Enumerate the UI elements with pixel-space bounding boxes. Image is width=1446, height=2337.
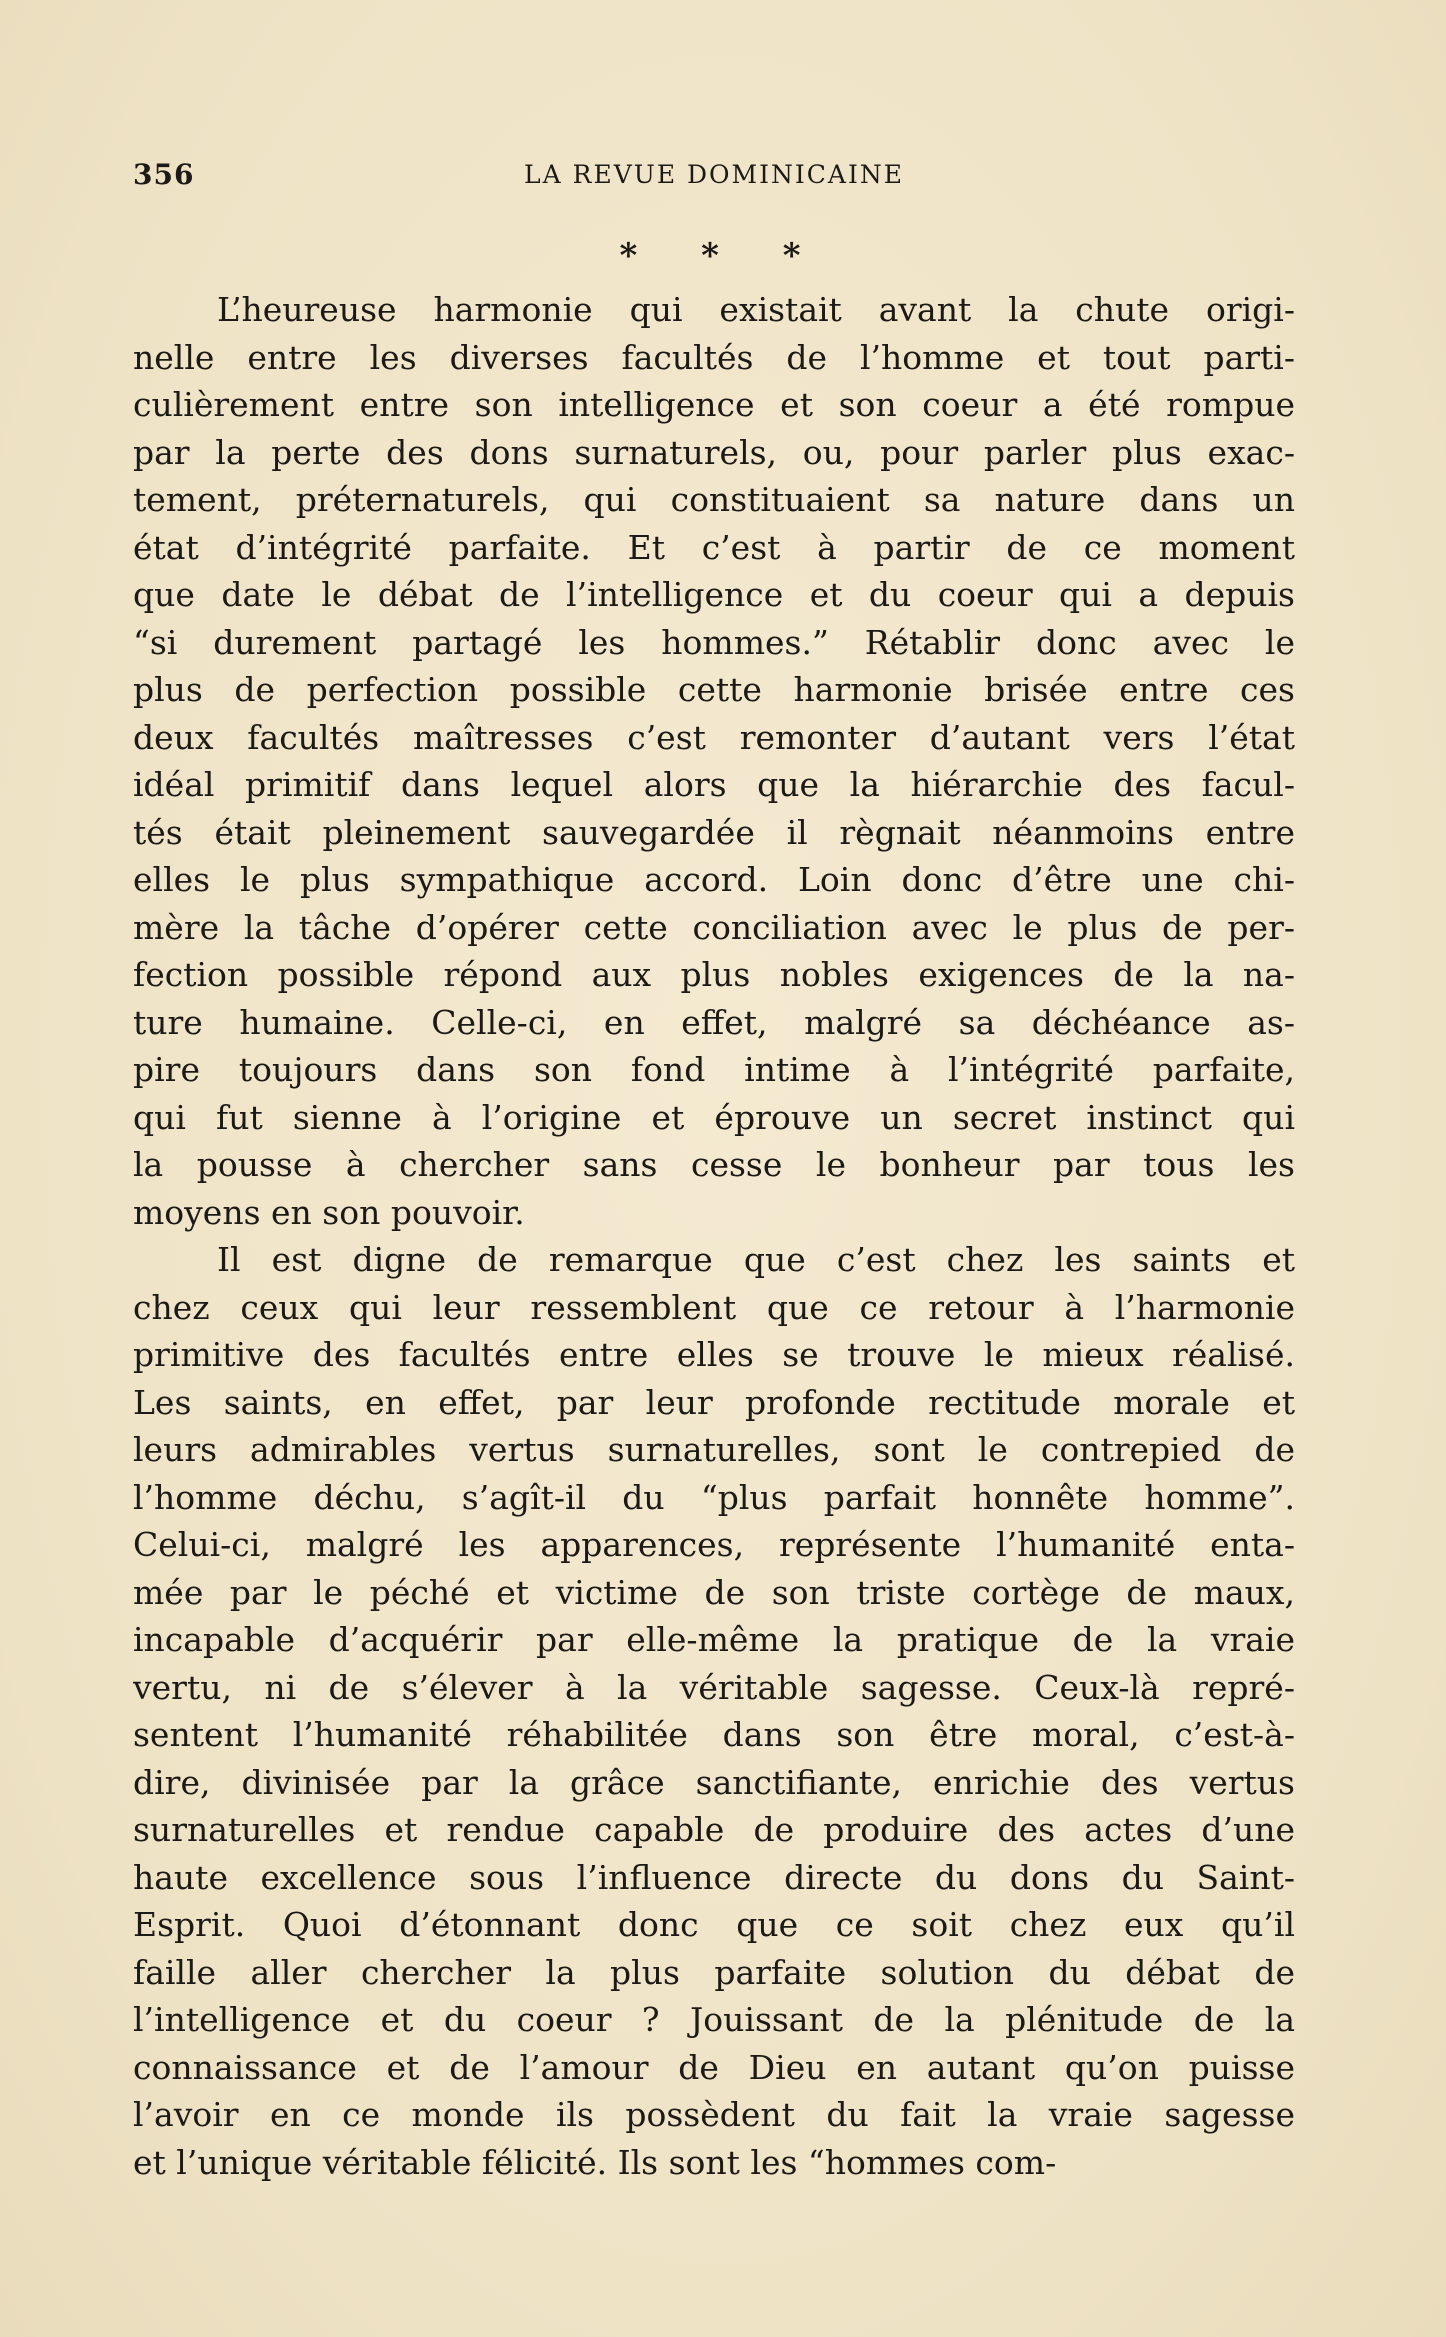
text-line: mée par le péché et victime de son triste cortège de maux,: [133, 1572, 1295, 1612]
text-line: deux facultés maîtresses c’est remonter d’autant vers l’état: [133, 717, 1295, 757]
paragraph-1: [133, 286, 1295, 1236]
text-line: surnaturelles et rendue capable de produire des actes d’une: [133, 1810, 1295, 1849]
text-line: état d’intégrité parfaite. Et c’est à partir de ce moment: [133, 527, 1295, 567]
running-title: LA REVUE DOMINICAINE: [524, 160, 904, 189]
section-separator: * * *: [619, 236, 827, 276]
text-line: mère la tâche d’opérer cette conciliation avec le plus de per-: [133, 907, 1295, 947]
text-line: et l’unique véritable félicité. Ils sont les “hommes com-: [133, 2142, 1057, 2182]
text-line: chez ceux qui leur ressemblent que ce retour à l’harmonie: [133, 1287, 1295, 1327]
text-line: par la perte des dons surnaturels, ou, pour parler plus exac-: [133, 432, 1295, 472]
text-line: incapable d’acquérir par elle-même la pratique de la vraie: [133, 1620, 1295, 1659]
text-line: ture humaine. Celle-ci, en effet, malgré sa déchéance as-: [133, 1002, 1295, 1042]
text-line: tés était pleinement sauvegardée il règnait néanmoins entre: [133, 812, 1295, 852]
text-line: pire toujours dans son fond intime à l’intégrité parfaite,: [133, 1050, 1295, 1089]
text-line: la pousse à chercher sans cesse le bonheur par tous les: [133, 1145, 1295, 1184]
text-line: Esprit. Quoi d’étonnant donc que ce soit chez eux qu’il: [133, 1905, 1295, 1944]
text-line: L’heureuse harmonie qui existait avant la chute origi-: [217, 290, 1295, 329]
text-line: l’homme déchu, s’agît-il du “plus parfait honnête homme”.: [133, 1477, 1295, 1517]
text-line: que date le débat de l’intelligence et du coeur qui a depuis: [133, 575, 1295, 614]
text-line: fection possible répond aux plus nobles exigences de la na-: [133, 955, 1295, 994]
text-line: Il est digne de remarque que c’est chez les saints et: [217, 1240, 1295, 1279]
text-line: “si durement partagé les hommes.” Rétablir donc avec le: [133, 622, 1295, 662]
text-line: leurs admirables vertus surnaturelles, sont le contrepied de: [133, 1430, 1295, 1469]
text-line: qui fut sienne à l’origine et éprouve un secret instinct qui: [133, 1097, 1295, 1137]
page-number: 356: [133, 158, 195, 191]
paragraph-2: [133, 1236, 1295, 2186]
text-line: faille aller chercher la plus parfaite solution du débat de: [133, 1952, 1295, 1992]
text-line: connaissance et de l’amour de Dieu en autant qu’on puisse: [133, 2047, 1295, 2087]
text-line: Celui-ci, malgré les apparences, représente l’humanité enta-: [133, 1525, 1295, 1564]
text-line: moyens en son pouvoir.: [133, 1192, 525, 1232]
text-line: Les saints, en effet, par leur profonde rectitude morale et: [133, 1382, 1295, 1422]
text-line: dire, divinisée par la grâce sanctifiante, enrichie des vertus: [133, 1762, 1295, 1802]
text-line: elles le plus sympathique accord. Loin donc d’être une chi-: [133, 860, 1295, 899]
text-line: l’intelligence et du coeur ? Jouissant de la plénitude de la: [133, 2000, 1295, 2039]
text-line: plus de perfection possible cette harmonie brisée entre ces: [133, 670, 1295, 709]
text-line: vertu, ni de s’élever à la véritable sagesse. Ceux-là repré-: [133, 1667, 1295, 1707]
text-line: tement, préternaturels, qui constituaient sa nature dans un: [133, 480, 1295, 519]
text-line: culièrement entre son intelligence et son coeur a été rompue: [133, 385, 1295, 424]
body-text: [133, 286, 1295, 2186]
text-line: haute excellence sous l’influence directe du dons du Saint-: [133, 1857, 1295, 1897]
text-line: idéal primitif dans lequel alors que la hiérarchie des facul-: [133, 765, 1295, 804]
page-header: [133, 158, 1295, 198]
text-line: nelle entre les diverses facultés de l’homme et tout parti-: [133, 337, 1295, 377]
text-line: primitive des facultés entre elles se trouve le mieux réalisé.: [133, 1335, 1295, 1374]
text-line: l’avoir en ce monde ils possèdent du fait la vraie sagesse: [133, 2095, 1295, 2134]
text-line: sentent l’humanité réhabilitée dans son être moral, c’est-à-: [133, 1715, 1295, 1754]
